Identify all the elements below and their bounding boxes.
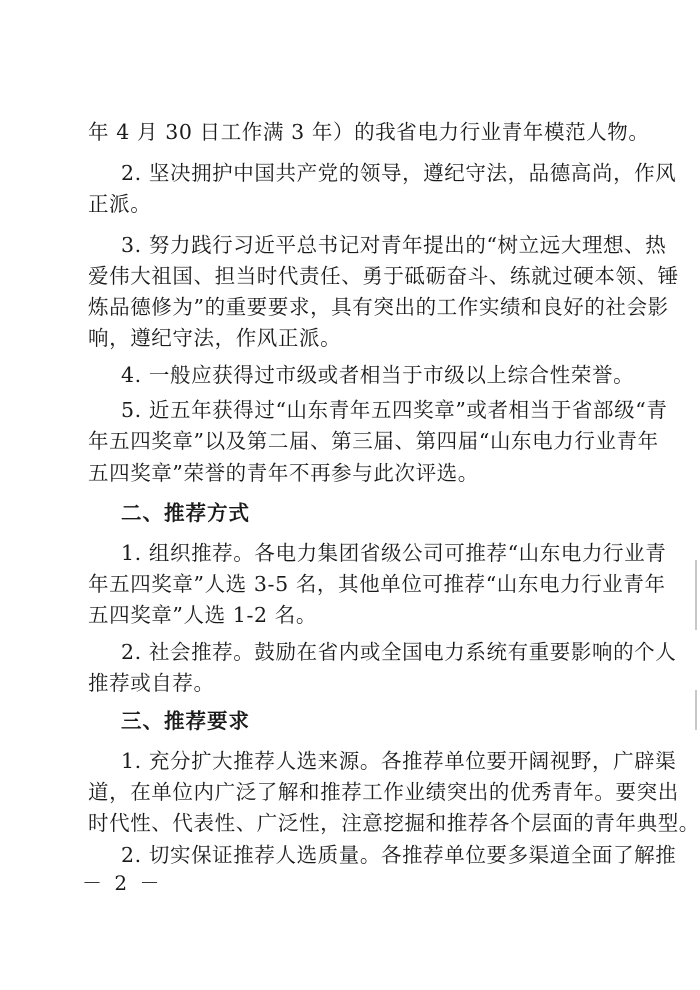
paragraph-line: 1. 充分扩大推荐人选来源。各推荐单位要开阔视野，广辟渠 — [121, 749, 677, 773]
scan-edge-mark — [695, 690, 697, 730]
paragraph-line: 2. 切实保证推荐人选质量。各推荐单位要多渠道全面了解推 — [121, 843, 677, 867]
paragraph-line: 五四奖章”人选 1-2 名。 — [88, 603, 317, 627]
paragraph-line: 响，遵纪守法，作风正派。 — [88, 326, 342, 350]
paragraph-line: 推荐或自荐。 — [88, 671, 215, 695]
page-number: － 2 － — [82, 871, 163, 895]
paragraph-line: 道，在单位内广泛了解和推荐工作业绩突出的优秀青年。要突出 — [88, 780, 679, 804]
paragraph-line: 五四奖章”荣誉的青年不再参与此次评选。 — [88, 461, 479, 485]
paragraph-line: 时代性、代表性、广泛性，注意挖掘和推荐各个层面的青年典型。 — [88, 811, 700, 835]
paragraph-line: 2. 社会推荐。鼓励在省内或全国电力系统有重要影响的个人 — [121, 640, 677, 664]
paragraph-line: 年五四奖章”以及第二届、第三届、第四届“山东电力行业青年 — [88, 429, 659, 453]
scan-edge-mark — [695, 560, 697, 630]
paragraph-line: 3. 努力践行习近平总书记对青年提出的“树立远大理想、热 — [121, 233, 667, 257]
section-heading: 二、推荐方式 — [121, 501, 250, 525]
paragraph-line: 1. 组织推荐。各电力集团省级公司可推荐“山东电力行业青 — [121, 541, 667, 565]
paragraph-line: 炼品德修为”的重要要求，具有突出的工作实绩和良好的社会影 — [88, 295, 669, 319]
paragraph-line: 年五四奖章”人选 3-5 名，其他单位可推荐“山东电力行业青年 — [88, 572, 666, 596]
section-heading: 三、推荐要求 — [121, 709, 250, 733]
paragraph-line: 4. 一般应获得过市级或者相当于市级以上综合性荣誉。 — [121, 363, 635, 387]
paragraph-line: 正派。 — [88, 192, 152, 216]
paragraph-line: 爱伟大祖国、担当时代责任、勇于砥砺奋斗、练就过硬本领、锤 — [88, 264, 679, 288]
paragraph-line: 2. 坚决拥护中国共产党的领导，遵纪守法，品德高尚，作风 — [121, 161, 677, 185]
paragraph-line: 5. 近五年获得过“山东青年五四奖章”或者相当于省部级“青 — [121, 398, 668, 422]
paragraph-line: 年 4 月 30 日工作满 3 年）的我省电力行业青年模范人物。 — [88, 120, 650, 144]
